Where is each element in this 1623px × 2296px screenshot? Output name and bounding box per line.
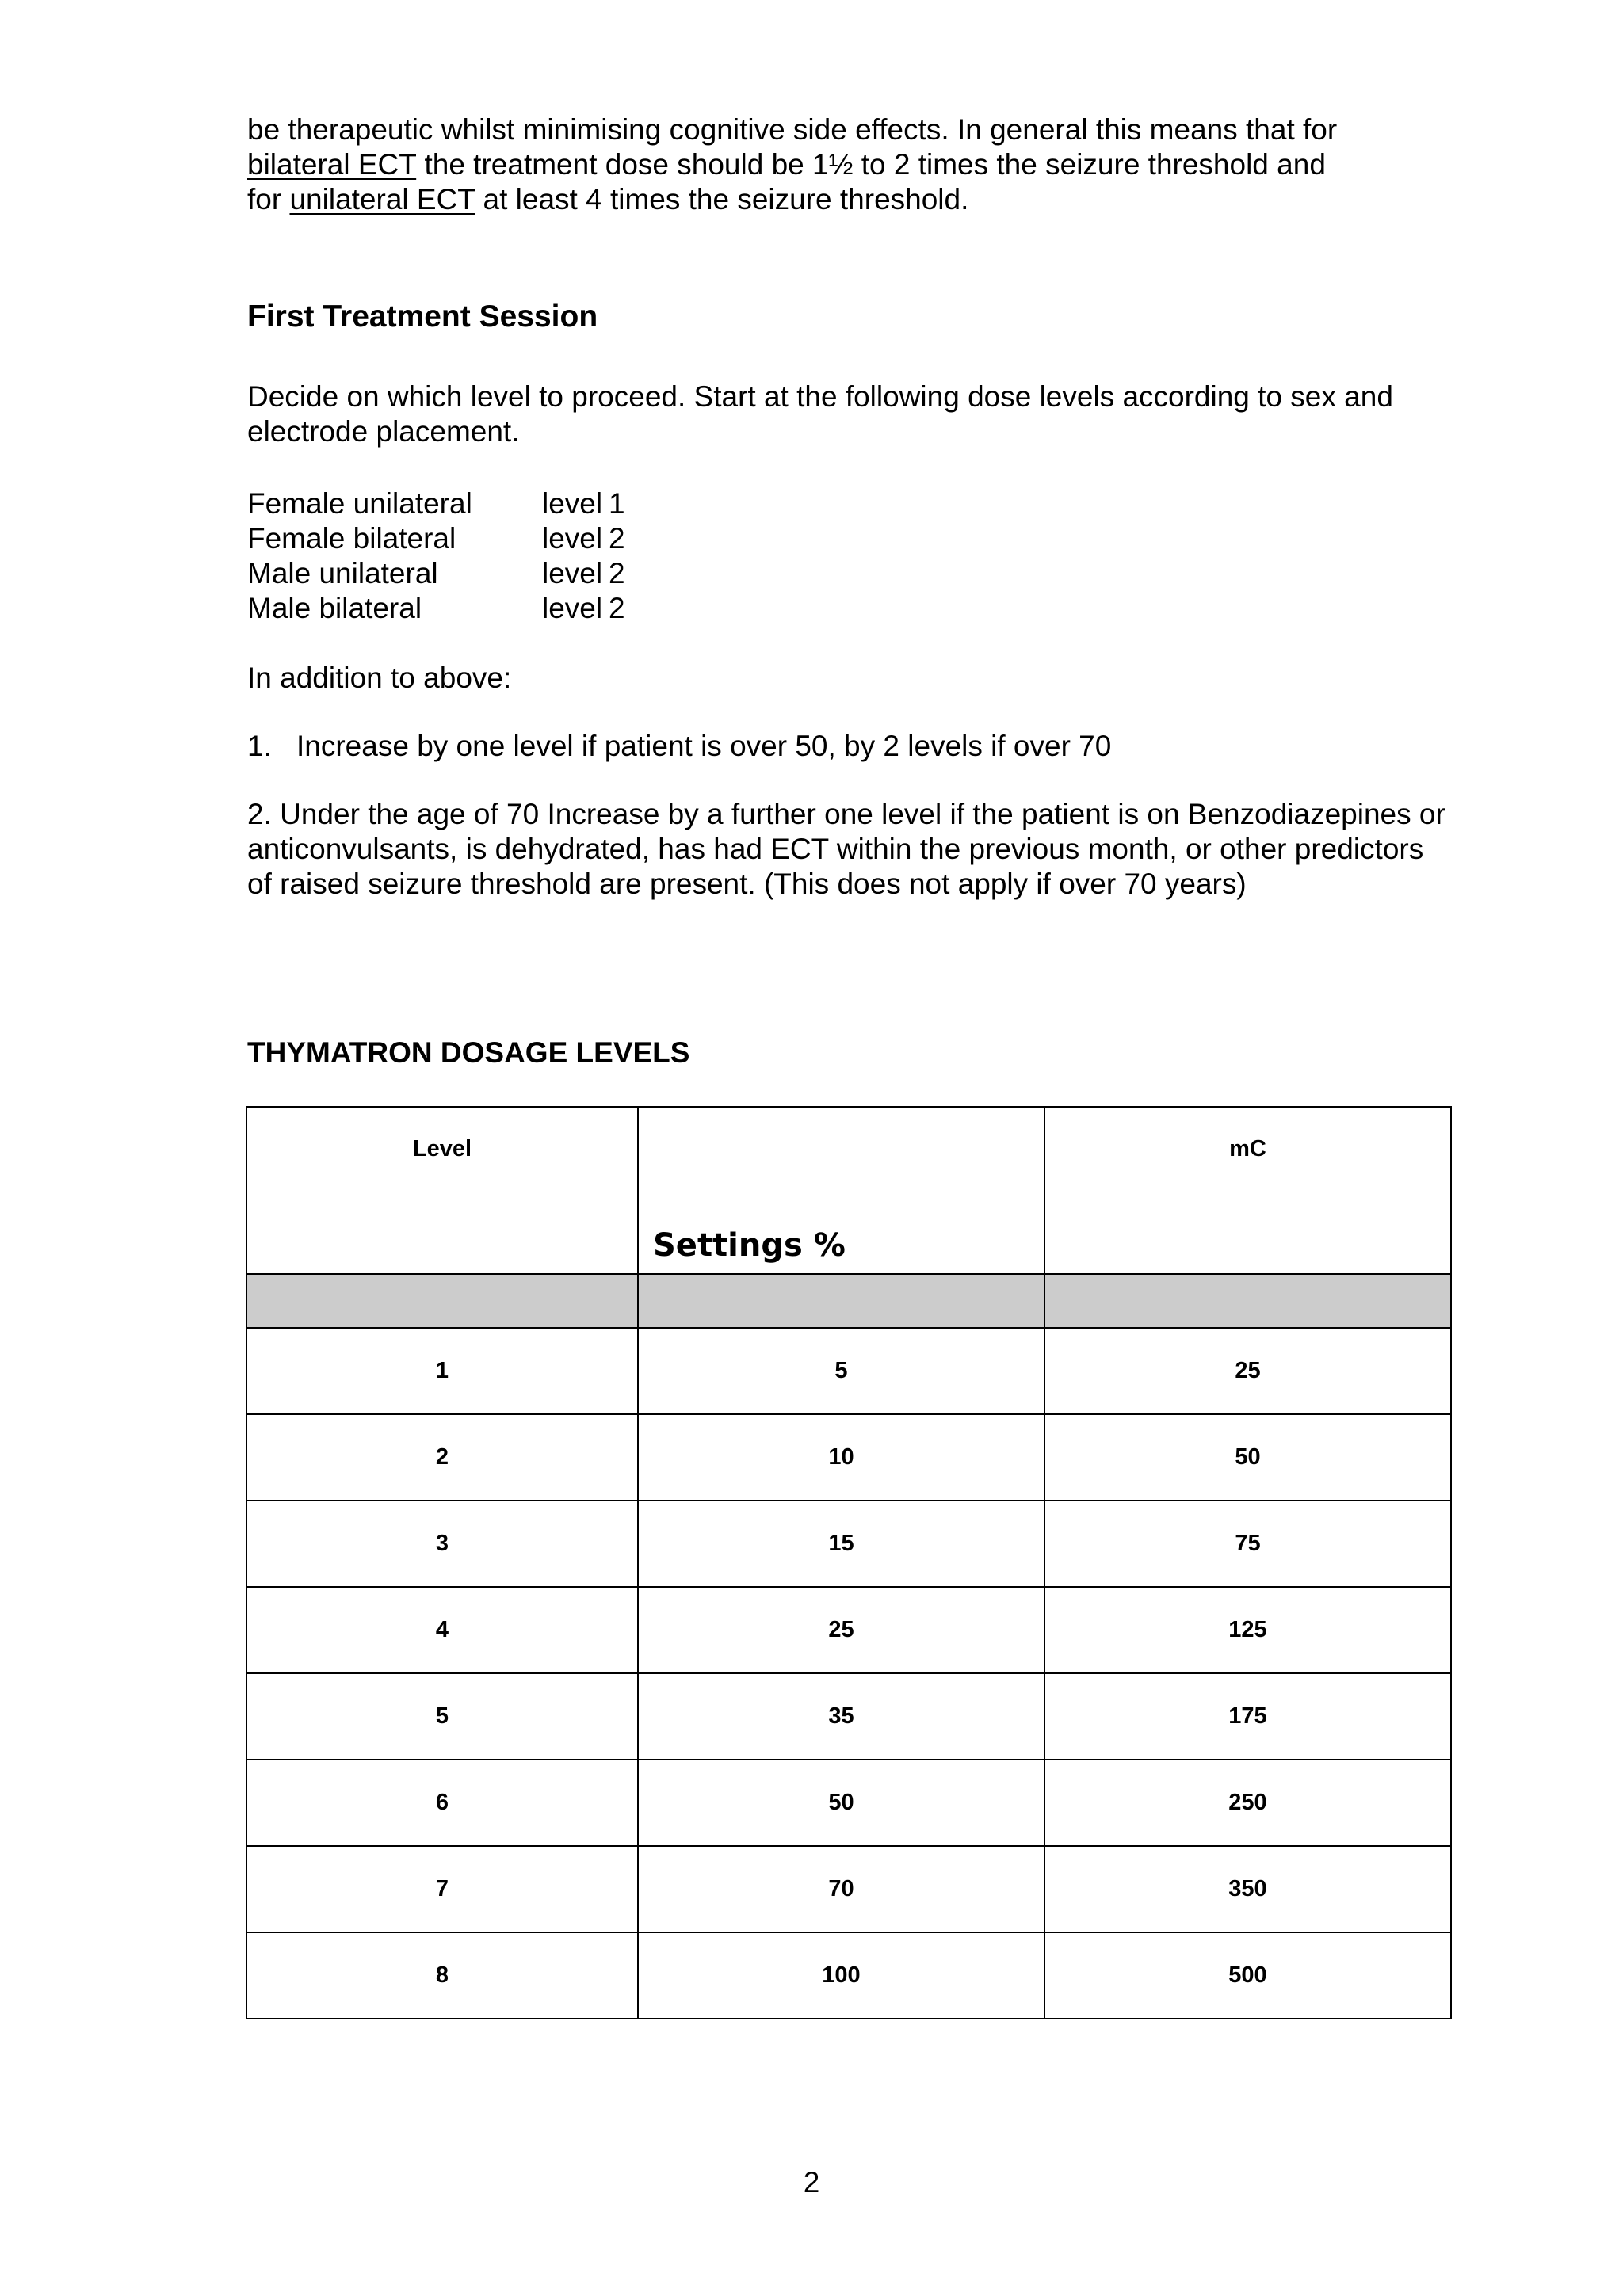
decide-paragraph: Decide on which level to proceed. Start at the following dose levels according to sex and electrode placement. (247, 380, 1393, 448)
start-level-word: level (542, 522, 603, 555)
table-row (246, 1414, 1451, 1501)
start-level-row (247, 591, 640, 626)
cell-level: 8 (246, 1932, 638, 2019)
header-settings: Settings % (638, 1107, 1044, 1274)
start-level-who: Male bilateral (247, 592, 422, 624)
cell-mc: 25 (1044, 1328, 1451, 1414)
cell-mc: 500 (1044, 1932, 1451, 2019)
table-row (246, 1760, 1451, 1846)
bilateral-ect-text: bilateral ECT (247, 148, 417, 181)
start-levels-list (247, 486, 640, 626)
intro-line-3-pre: for (247, 183, 290, 215)
table-heading: THYMATRON DOSAGE LEVELS (247, 1036, 690, 1069)
cell-mc: 125 (1044, 1587, 1451, 1673)
dosage-table (246, 1106, 1452, 2019)
start-level-value: 2 (609, 522, 625, 555)
intro-line-3-rest: at least 4 times the seizure threshold. (475, 183, 969, 215)
intro-line-1: be therapeutic whilst minimising cognitive side effects. In general this means that for (247, 113, 1338, 146)
cell-level: 4 (246, 1587, 638, 1673)
cell-mc: 350 (1044, 1846, 1451, 1932)
cell-settings: 70 (638, 1846, 1044, 1932)
start-level-who: Male unilateral (247, 557, 438, 589)
table-row (246, 1673, 1451, 1760)
cell-level: 3 (246, 1501, 638, 1587)
cell-level: 2 (246, 1414, 638, 1501)
cell-level: 1 (246, 1328, 638, 1414)
cell-mc: 250 (1044, 1760, 1451, 1846)
cell-mc: 75 (1044, 1501, 1451, 1587)
intro-paragraph (247, 113, 1452, 217)
start-level-value: 2 (609, 592, 625, 624)
table-row (246, 1846, 1451, 1932)
cell-settings: 10 (638, 1414, 1044, 1501)
start-level-row (247, 521, 640, 556)
section-heading-first-treatment: First Treatment Session (247, 299, 598, 334)
addition-text: In addition to above: (247, 662, 512, 694)
shaded-cell (638, 1274, 1044, 1328)
rule-1-number: 1. (247, 730, 272, 762)
unilateral-ect-text: unilateral ECT (289, 183, 475, 215)
page-number: 2 (803, 2166, 820, 2199)
cell-settings: 100 (638, 1932, 1044, 2019)
table-header-row (246, 1107, 1451, 1274)
cell-level: 5 (246, 1673, 638, 1760)
cell-settings: 5 (638, 1328, 1044, 1414)
start-level-value: 2 (609, 557, 625, 589)
shaded-cell (246, 1274, 638, 1328)
cell-settings: 35 (638, 1673, 1044, 1760)
table-row (246, 1501, 1451, 1587)
start-level-who: Female bilateral (247, 522, 456, 555)
document-page (247, 113, 1452, 1069)
start-level-row (247, 486, 640, 521)
rule-1 (247, 729, 1111, 764)
intro-line-2 (247, 147, 1452, 182)
cell-mc: 175 (1044, 1673, 1451, 1760)
rule-1-text: Increase by one level if patient is over 50, by 2 levels if over 70 (296, 730, 1112, 762)
intro-line-2-rest: the treatment dose should be 1½ to 2 times the seizure threshold and (416, 148, 1326, 181)
start-level-value: 1 (609, 487, 625, 520)
cell-mc: 50 (1044, 1414, 1451, 1501)
start-level-who: Female unilateral (247, 487, 472, 520)
rule-2: 2. Under the age of 70 Increase by a further one level if the patient is on Benzodiazepines or anticonvulsants, is dehydrated, has had ECT within the previous month, or other predictors of raised seizure threshold are present. (This does not apply if over 70 years) (247, 798, 1445, 900)
cell-level: 7 (246, 1846, 638, 1932)
header-mc: mC (1044, 1107, 1451, 1274)
table-row (246, 1587, 1451, 1673)
table-row (246, 1328, 1451, 1414)
start-level-word: level (542, 487, 603, 520)
cell-settings: 15 (638, 1501, 1044, 1587)
start-level-row (247, 556, 640, 591)
header-level: Level (246, 1107, 638, 1274)
table-shaded-row (246, 1274, 1451, 1328)
start-level-word: level (542, 592, 603, 624)
cell-settings: 25 (638, 1587, 1044, 1673)
table-row (246, 1932, 1451, 2019)
intro-line-3 (247, 182, 1452, 217)
start-level-word: level (542, 557, 603, 589)
cell-settings: 50 (638, 1760, 1044, 1846)
cell-level: 6 (246, 1760, 638, 1846)
shaded-cell (1044, 1274, 1451, 1328)
